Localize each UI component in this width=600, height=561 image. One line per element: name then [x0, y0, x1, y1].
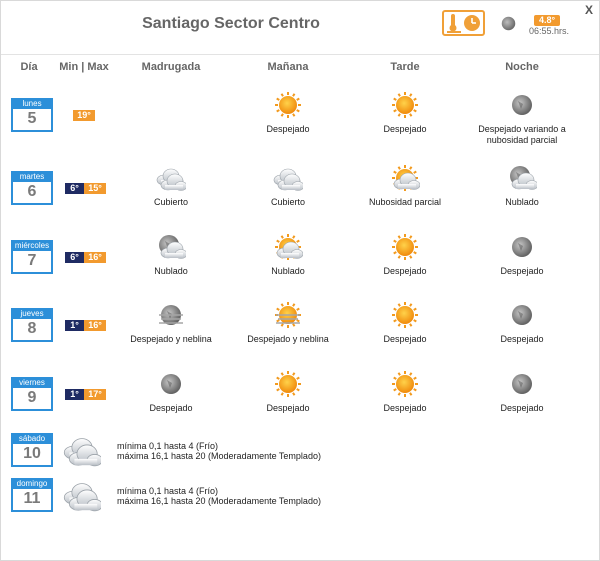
max-temp: 17°: [84, 389, 106, 400]
forecast-cell-noche: [462, 232, 582, 277]
forecast-cell-tarde: [345, 232, 465, 277]
forecast-cell-tarde: [345, 300, 465, 345]
weather-description: Nublado: [154, 266, 188, 276]
forecast-cell-tarde: [345, 163, 465, 208]
day-number: 8: [27, 320, 37, 337]
min-temp: 6°: [65, 252, 84, 263]
column-manana: Mañana: [267, 61, 309, 73]
weather-description: Nubosidad parcial: [368, 197, 442, 207]
day-name: martes: [11, 171, 53, 182]
weather-description: Despejado variando a nubosidad parcial: [478, 124, 566, 145]
thermometer-clock-icon: [444, 12, 484, 34]
day-badge: [11, 308, 53, 342]
column-dia: Día: [20, 61, 38, 73]
weather-description: Nublado: [271, 266, 305, 276]
max-range-text: máxima 16,1 hasta 20 (Moderadamente Templado): [117, 496, 321, 506]
day-number: 6: [27, 183, 37, 200]
moon-icon: [507, 90, 537, 120]
forecast-cell-madrugada: [111, 232, 231, 277]
column-madrugada: Madrugada: [141, 61, 201, 73]
day-name: lunes: [11, 98, 53, 109]
cloud-icon: [273, 163, 303, 193]
day-badge: [11, 98, 53, 132]
day-name: miércoles: [11, 240, 53, 251]
sun-fog-icon: [273, 300, 303, 330]
max-range-text: máxima 16,1 hasta 20 (Moderadamente Templado): [117, 451, 321, 461]
forecast-cell-noche: [462, 369, 582, 414]
column-tarde: Tarde: [390, 61, 420, 73]
weather-description: Despejado: [383, 403, 427, 413]
max-temp: 16°: [84, 252, 106, 263]
moon-icon: [507, 232, 537, 262]
min-range-text: mínima 0,1 hasta 4 (Frío): [117, 441, 219, 451]
max-temp: 15°: [84, 183, 106, 194]
weather-description: Despejado y neblina: [130, 334, 212, 344]
weather-description: Despejado: [266, 403, 310, 413]
max-temp: 16°: [84, 320, 106, 331]
moon-cloud-icon: [156, 232, 186, 262]
day-number: 11: [23, 490, 41, 507]
moon-icon: [156, 369, 186, 399]
sun-icon: [390, 300, 420, 330]
moon-icon: [501, 16, 516, 36]
day-name: sábado: [11, 433, 53, 444]
day-badge: [11, 171, 53, 205]
sun-icon: [390, 232, 420, 262]
forecast-cell-noche: [462, 163, 582, 208]
tools-button[interactable]: [442, 10, 485, 36]
day-number: 9: [27, 389, 37, 406]
day-badge: [11, 377, 53, 411]
weather-description: Despejado: [383, 266, 427, 276]
moon-fog-icon: [156, 300, 186, 330]
day-number: 5: [27, 110, 37, 127]
weather-description: Despejado y neblina: [247, 334, 329, 344]
forecast-cell-summary: [63, 431, 101, 474]
weather-description: Despejado: [383, 124, 427, 134]
sun-cloud-icon: [390, 163, 420, 193]
weather-description: Despejado: [266, 124, 310, 134]
sun-icon: [273, 90, 303, 120]
day-badge: [11, 478, 53, 512]
weather-description: Despejado: [500, 266, 544, 276]
min-temp: 6°: [65, 183, 84, 194]
sun-icon: [390, 369, 420, 399]
sun-cloud-icon: [273, 232, 303, 262]
forecast-cell-manana: [228, 90, 348, 135]
column-minmax: Min | Max: [59, 61, 109, 73]
cloud-icon: [63, 476, 101, 514]
day-number: 10: [23, 445, 41, 462]
forecast-cell-manana: [228, 232, 348, 277]
page-title: Santiago Sector Centro: [142, 15, 320, 32]
weather-description: Despejado: [500, 403, 544, 413]
forecast-cell-manana: [228, 163, 348, 208]
min-temp: 1°: [65, 389, 84, 400]
weather-description: Despejado: [500, 334, 544, 344]
weather-description: Cubierto: [270, 197, 306, 207]
day-number: 7: [27, 252, 37, 269]
close-button[interactable]: X: [584, 3, 593, 17]
moon-icon: [507, 369, 537, 399]
day-name: viernes: [11, 377, 53, 388]
forecast-cell-madrugada: [111, 163, 231, 208]
moon-icon: [507, 300, 537, 330]
min-temp: 1°: [65, 320, 84, 331]
header-divider: [1, 54, 599, 55]
forecast-cell-madrugada: [111, 300, 231, 345]
cloud-icon: [63, 431, 101, 469]
cloud-icon: [156, 163, 186, 193]
sun-icon: [390, 90, 420, 120]
forecast-cell-noche: [462, 90, 582, 146]
weather-description: Despejado: [383, 334, 427, 344]
weather-description: Despejado: [149, 403, 193, 413]
sun-icon: [273, 369, 303, 399]
column-noche: Noche: [505, 61, 539, 73]
forecast-cell-madrugada: [111, 369, 231, 414]
day-badge: [11, 240, 53, 274]
moon-cloud-icon: [507, 163, 537, 193]
current-temperature: 4.8°: [534, 15, 560, 26]
weather-description: Nublado: [505, 197, 539, 207]
weather-description: Cubierto: [153, 197, 189, 207]
day-badge: [11, 433, 53, 467]
current-time: 06:55.hrs.: [529, 26, 570, 36]
forecast-cell-tarde: [345, 90, 465, 135]
forecast-cell-summary: [63, 476, 101, 519]
day-name: jueves: [11, 308, 53, 319]
forecast-cell-noche: [462, 300, 582, 345]
max-temp: 19°: [73, 110, 95, 121]
day-name: domingo: [11, 478, 53, 489]
forecast-cell-tarde: [345, 369, 465, 414]
forecast-cell-manana: [228, 300, 348, 345]
forecast-cell-manana: [228, 369, 348, 414]
min-range-text: mínima 0,1 hasta 4 (Frío): [117, 486, 219, 496]
